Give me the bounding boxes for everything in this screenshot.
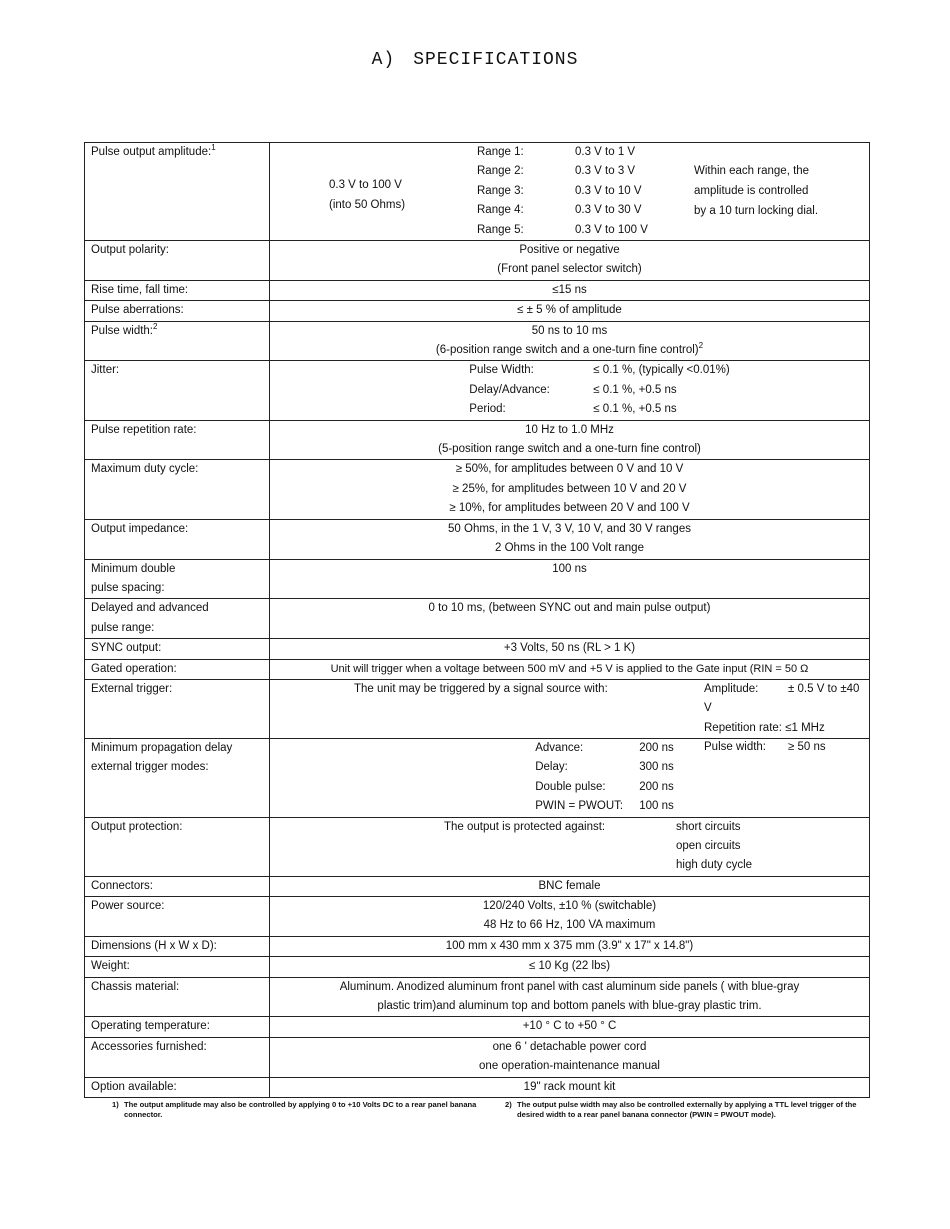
specifications-table	[84, 142, 870, 1098]
table-row	[85, 460, 870, 519]
spec-label: Minimum propagation delay external trigger modes:	[85, 738, 270, 817]
spec-value	[270, 817, 870, 876]
table-row	[85, 280, 870, 300]
table-row	[85, 936, 870, 956]
spec-label: Accessories furnished:	[85, 1037, 270, 1077]
table-row	[85, 559, 870, 599]
spec-value: one 6 ' detachable power cord one operation-maintenance manual	[270, 1037, 870, 1077]
spec-label: Output impedance:	[85, 519, 270, 559]
spec-value: +3 Volts, 50 ns (RL > 1 K)	[270, 639, 870, 659]
list-item: Range 2: 0.3 V to 3 V	[477, 165, 636, 178]
spec-value: 100 mm x 430 mm x 375 mm (3.9" x 17" x 14.8")	[270, 936, 870, 956]
table-row	[85, 896, 870, 936]
list-item: Range 5: 0.3 V to 100 V	[477, 223, 648, 236]
spec-label: External trigger:	[85, 679, 270, 738]
protection-lead: The output is protected against:	[444, 820, 606, 833]
amplitude-note: Within each range, the amplitude is controlled by a 10 turn locking dial.	[694, 165, 819, 217]
spec-value: ≤ ± 5 % of amplitude	[270, 301, 870, 321]
spec-label: Pulse width:$^2$	[85, 321, 270, 361]
page-title	[0, 50, 950, 70]
spec-label: Power source:	[85, 896, 270, 936]
spec-label: Chassis material:	[85, 977, 270, 1017]
list-item: Period: ≤ 0.1 %, +0.5 ns	[469, 403, 677, 416]
table-row	[85, 957, 870, 977]
spec-label: Option available:	[85, 1077, 270, 1097]
spec-label: Operating temperature:	[85, 1017, 270, 1037]
spec-value	[270, 143, 870, 241]
table-row	[85, 599, 870, 639]
spec-value: ≤ 10 Kg (22 lbs)	[270, 957, 870, 977]
table-row	[85, 977, 870, 1017]
table-row	[85, 241, 870, 281]
table-row	[85, 420, 870, 460]
list-item: Pulse width: ≥ 50 ns	[704, 741, 826, 754]
spec-label: Jitter:	[85, 361, 270, 420]
spec-value: 10 Hz to 1.0 MHz (5-position range switch and a one-turn fine control)	[270, 420, 870, 460]
spec-value: Aluminum. Anodized aluminum front panel with cast aluminum side panels ( with blue-gray plastic trim)and aluminum top and bottom panels with blue-gray plastic trim.	[270, 977, 870, 1017]
spec-value: 100 ns	[270, 559, 870, 599]
list-item: Amplitude: ± 0.5 V to ±40 V	[704, 682, 860, 715]
spec-label: SYNC output:	[85, 639, 270, 659]
list-item: Range 4: 0.3 V to 30 V	[477, 204, 642, 217]
list-item: Advance: 200 ns	[535, 741, 674, 754]
spec-value: BNC female	[270, 876, 870, 896]
footnote-1: 1) The output amplitude may also be controlled by applying 0 to +10 Volts DC to a rear panel banana connector.	[112, 1100, 477, 1119]
external-trigger-lead: The unit may be triggered by a signal source with:	[354, 682, 608, 695]
spec-label: Weight:	[85, 957, 270, 977]
spec-label: Output protection:	[85, 817, 270, 876]
table-row	[85, 143, 870, 241]
amplitude-overall: 0.3 V to 100 V (into 50 Ohms)	[329, 179, 406, 211]
spec-value: 120/240 Volts, ±10 % (switchable) 48 Hz to 66 Hz, 100 VA maximum	[270, 896, 870, 936]
table-row	[85, 1037, 870, 1077]
table-row	[85, 639, 870, 659]
spec-value: Positive or negative (Front panel selector switch)	[270, 241, 870, 281]
list-item: Range 1: 0.3 V to 1 V	[477, 146, 636, 158]
list-item: Repetition rate: ≤1 MHz	[704, 721, 825, 734]
list-item: Pulse Width: ≤ 0.1 %, (typically <0.01%)	[469, 364, 730, 377]
spec-value	[270, 361, 870, 420]
external-trigger-params	[704, 680, 865, 758]
spec-label: Output polarity:	[85, 241, 270, 281]
spec-value: ≤15 ns	[270, 280, 870, 300]
spec-value: +10 ° C to +50 ° C	[270, 1017, 870, 1037]
spec-label: Delayed and advanced pulse range:	[85, 599, 270, 639]
spec-label: Rise time, fall time:	[85, 280, 270, 300]
spec-label: Maximum duty cycle:	[85, 460, 270, 519]
spec-label: Minimum double pulse spacing:	[85, 559, 270, 599]
list-item: Delay/Advance: ≤ 0.1 %, +0.5 ns	[469, 383, 677, 396]
list-item: Delay: 300 ns	[535, 761, 674, 774]
table-row	[85, 519, 870, 559]
spec-value: Unit will trigger when a voltage between 500 mV and +5 V is applied to the Gate input (RIN = 50 Ω	[270, 659, 870, 679]
table-row	[85, 1077, 870, 1097]
spec-label: Pulse aberrations:	[85, 301, 270, 321]
list-item: Range 3: 0.3 V to 10 V	[477, 184, 642, 197]
table-row	[85, 1017, 870, 1037]
table-row	[85, 321, 870, 361]
table-row	[85, 301, 870, 321]
spec-label: Pulse output amplitude:$^1$	[85, 143, 270, 241]
footnote-2: 2) The output pulse width may also be controlled externally by applying a TTL level trigger of the desired width to a rear panel banana connector (PWIN = PWOUT mode).	[505, 1100, 857, 1119]
table-row	[85, 361, 870, 420]
list-item: Double pulse: 200 ns	[535, 780, 674, 793]
section-title: SPECIFICATIONS	[413, 50, 579, 70]
spec-label: Pulse repetition rate:	[85, 420, 270, 460]
amplitude-ranges	[477, 143, 648, 240]
spec-value: 50 Ohms, in the 1 V, 3 V, 10 V, and 30 V ranges 2 Ohms in the 100 Volt range	[270, 519, 870, 559]
spec-value: ≥ 50%, for amplitudes between 0 V and 10 V ≥ 25%, for amplitudes between 10 V and 20 V ≥ 10%, for amplitudes between 20 V and 100 V	[270, 460, 870, 519]
spec-label: Connectors:	[85, 876, 270, 896]
section-letter: A)	[371, 50, 396, 70]
table-row	[85, 679, 870, 738]
list-item: PWIN = PWOUT: 100 ns	[535, 800, 674, 813]
table-row	[85, 659, 870, 679]
protection-items: short circuits open circuits high duty cycle	[676, 820, 753, 872]
spec-value: 50 ns to 10 ms (6-position range switch and a one-turn fine control)$^2$	[270, 321, 870, 361]
table-row	[85, 876, 870, 896]
table-row	[85, 817, 870, 876]
spec-label: Dimensions (H x W x D):	[85, 936, 270, 956]
spec-value: 0 to 10 ms, (between SYNC out and main pulse output)	[270, 599, 870, 639]
spec-value: 19" rack mount kit	[270, 1077, 870, 1097]
spec-label: Gated operation:	[85, 659, 270, 679]
